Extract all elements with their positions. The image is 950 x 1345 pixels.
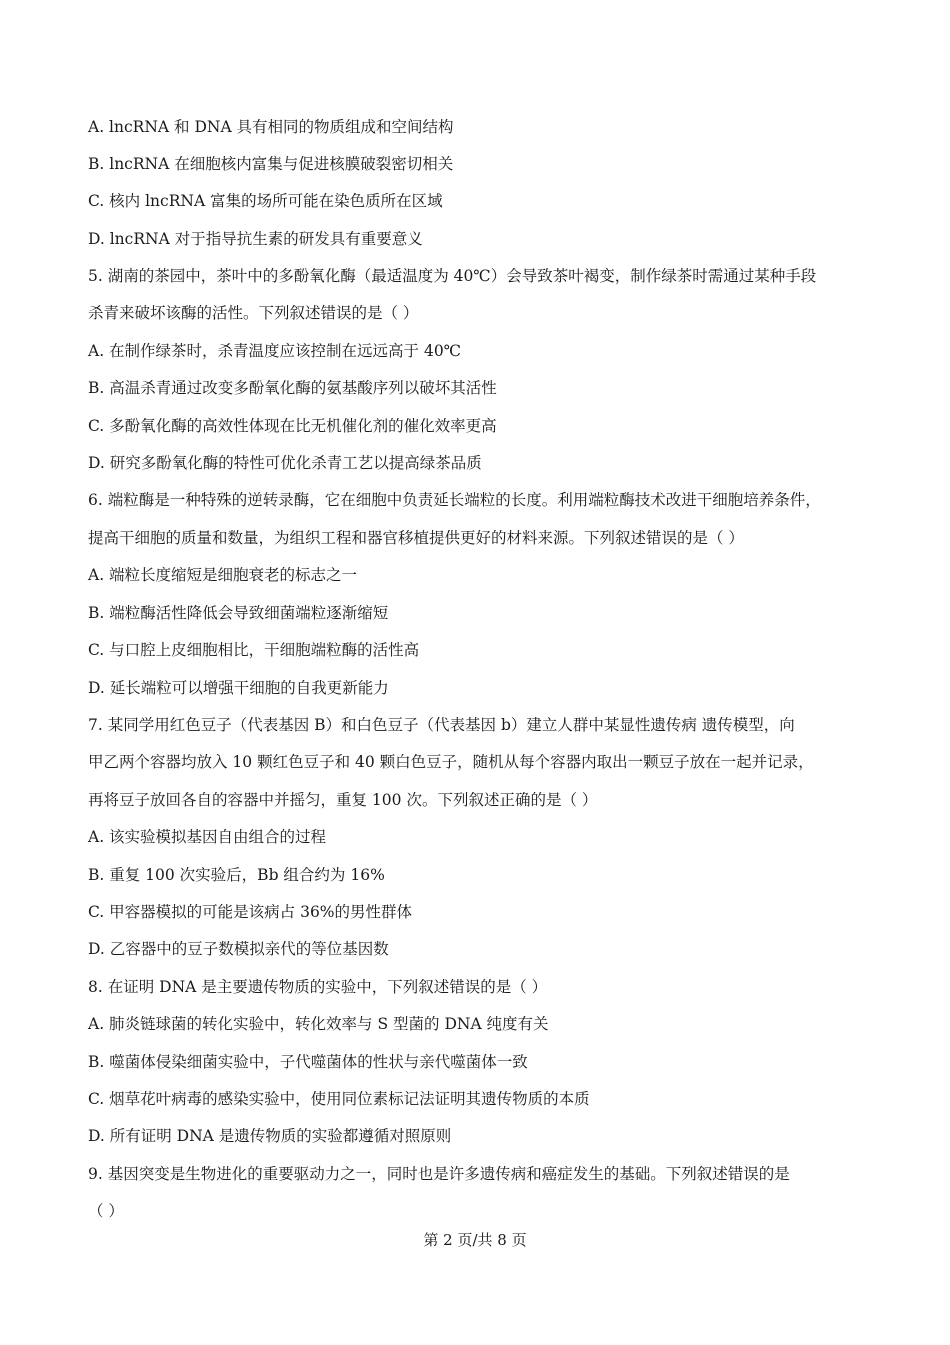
- question-8-stem: 8. 在证明 DNA 是主要遗传物质的实验中，下列叙述错误的是（ ）: [88, 978, 548, 996]
- option-8d: D. 所有证明 DNA 是遗传物质的实验都遵循对照原则: [88, 1127, 452, 1145]
- question-7-stem-line-1: 7. 某同学用红色豆子（代表基因 B）和白色豆子（代表基因 b）建立人群中某显性遗传病 遗传模型，向: [88, 716, 795, 734]
- option-5b: B. 高温杀青通过改变多酚氧化酶的氨基酸序列以破坏其活性: [88, 379, 497, 397]
- question-9-stem-line-1: 9. 基因突变是生物进化的重要驱动力之一，同时也是许多遗传病和癌症发生的基础。下列叙述错误的是: [88, 1165, 790, 1183]
- option-6c: C. 与口腔上皮细胞相比，干细胞端粒酶的活性高: [88, 641, 420, 659]
- option-6a: A. 端粒长度缩短是细胞衰老的标志之一: [88, 566, 358, 584]
- option-7a: A. 该实验模拟基因自由组合的过程: [88, 828, 327, 846]
- option-5c: C. 多酚氧化酶的高效性体现在比无机催化剂的催化效率更高: [88, 417, 497, 435]
- page-footer: 第 2 页/共 8 页: [423, 1231, 527, 1249]
- question-5-stem-line-2: 杀青来破坏该酶的活性。下列叙述错误的是（ ）: [88, 304, 419, 322]
- option-6d: D. 延长端粒可以增强干细胞的自我更新能力: [88, 679, 389, 697]
- option-4c: C. 核内 lncRNA 富集的场所可能在染色质所在区域: [88, 192, 443, 210]
- option-6b: B. 端粒酶活性降低会导致细菌端粒逐渐缩短: [88, 604, 389, 622]
- option-5a: A. 在制作绿茶时，杀青温度应该控制在远远高于 40℃: [88, 342, 462, 360]
- question-6-stem-line-1: 6. 端粒酶是一种特殊的逆转录酶，它在细胞中负责延长端粒的长度。利用端粒酶技术改进干细胞培养条件，: [88, 491, 821, 509]
- question-5-stem-line-1: 5. 湖南的茶园中，茶叶中的多酚氧化酶（最适温度为 40℃）会导致茶叶褐变，制作绿茶时需通过某种手段: [88, 267, 817, 285]
- option-8b: B. 噬菌体侵染细菌实验中，子代噬菌体的性状与亲代噬菌体一致: [88, 1053, 528, 1071]
- question-9-stem-line-2: （ ）: [88, 1202, 124, 1220]
- option-5d: D. 研究多酚氧化酶的特性可优化杀青工艺以提高绿茶品质: [88, 454, 482, 472]
- option-4d: D. lncRNA 对于指导抗生素的研发具有重要意义: [88, 230, 423, 248]
- option-8c: C. 烟草花叶病毒的感染实验中，使用同位素标记法证明其遗传物质的本质: [88, 1090, 590, 1108]
- option-4a: A. lncRNA 和 DNA 具有相同的物质组成和空间结构: [88, 118, 454, 136]
- question-6-stem-line-2: 提高干细胞的质量和数量，为组织工程和器官移植提供更好的材料来源。下列叙述错误的是（ ）: [88, 529, 744, 547]
- question-7-stem-line-3: 再将豆子放回各自的容器中并摇匀，重复 100 次。下列叙述正确的是（ ）: [88, 791, 598, 809]
- option-7c: C. 甲容器模拟的可能是该病占 36%的男性群体: [88, 903, 413, 921]
- option-7d: D. 乙容器中的豆子数模拟亲代的等位基因数: [88, 940, 389, 958]
- option-7b: B. 重复 100 次实验后，Bb 组合约为 16%: [88, 866, 385, 884]
- option-8a: A. 肺炎链球菌的转化实验中，转化效率与 S 型菌的 DNA 纯度有关: [88, 1015, 549, 1033]
- option-4b: B. lncRNA 在细胞核内富集与促进核膜破裂密切相关: [88, 155, 454, 173]
- question-7-stem-line-2: 甲乙两个容器均放入 10 颗红色豆子和 40 颗白色豆子，随机从每个容器内取出一颗豆子放在一起并记录，: [88, 753, 814, 771]
